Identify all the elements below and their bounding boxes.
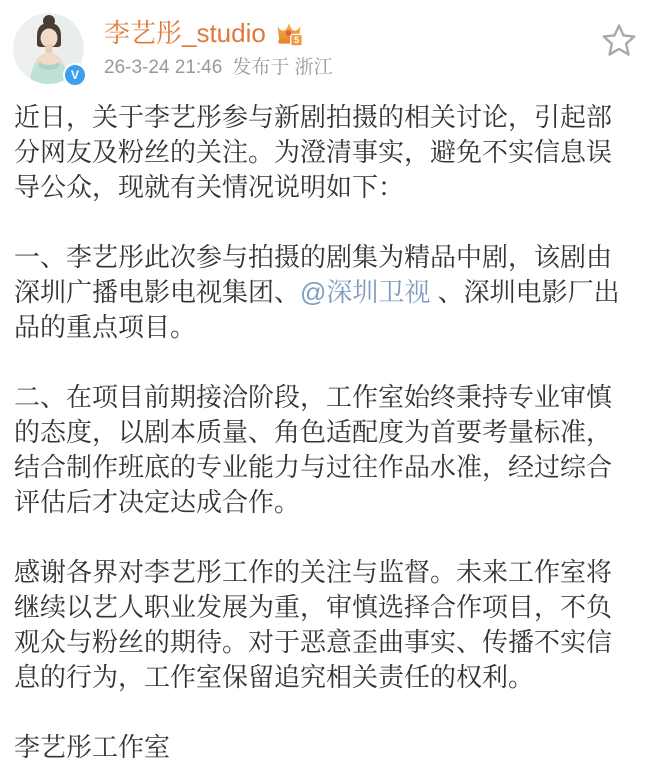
mention-link-shenzhen-tv[interactable]: @深圳卫视 <box>300 277 431 307</box>
verified-badge-icon <box>63 63 87 87</box>
post-header <box>0 0 650 84</box>
verified-badge-letter: V <box>70 68 79 82</box>
vip-crown-icon[interactable] <box>274 19 304 48</box>
avatar[interactable] <box>13 13 84 84</box>
favorite-button[interactable] <box>598 18 642 62</box>
user-info <box>104 0 650 79</box>
post-paragraph-4: 感谢各界对李艺彤工作的关注与监督。未来工作室将继续以艺人职业发展为重，审慎选择合作项目，不负观众与粉丝的期待。对于恶意歪曲事实、传播不实信息的行为，工作室保留追究相关责任的权利。 <box>14 557 613 692</box>
paragraph-2-text-after: 、深圳电影厂出品的重点项目。 <box>14 277 620 342</box>
username-link[interactable]: 李艺彤_studio <box>104 18 266 48</box>
post-paragraph-3: 二、在项目前期接洽阶段，工作室始终秉持专业审慎的态度，以剧本质量、角色适配度为首要考量标准，结合制作班底的专业能力与过往作品水准，经过综合评估后才决定达成合作。 <box>14 382 613 517</box>
post-paragraph-1: 近日，关于李艺彤参与新剧拍摄的相关讨论，引起部分网友及粉丝的关注。为澄清事实，避免不实信息误导公众，现就有关情况说明如下： <box>14 102 613 202</box>
post-meta <box>104 57 650 79</box>
post-time: 26-3-24 21:46 <box>104 57 223 78</box>
post-content <box>0 84 650 765</box>
vip-level-number: 5 <box>293 34 299 45</box>
paragraph-2-text-before: 一、李艺彤此次参与拍摄的剧集为精品中剧，该剧由深圳广播电影电视集团、 <box>14 242 613 307</box>
star-icon <box>600 21 638 59</box>
post-paragraph-2 <box>14 240 636 345</box>
post-location: 发布于 浙江 <box>232 57 333 78</box>
post-signature: 李艺彤工作室 <box>14 732 171 762</box>
